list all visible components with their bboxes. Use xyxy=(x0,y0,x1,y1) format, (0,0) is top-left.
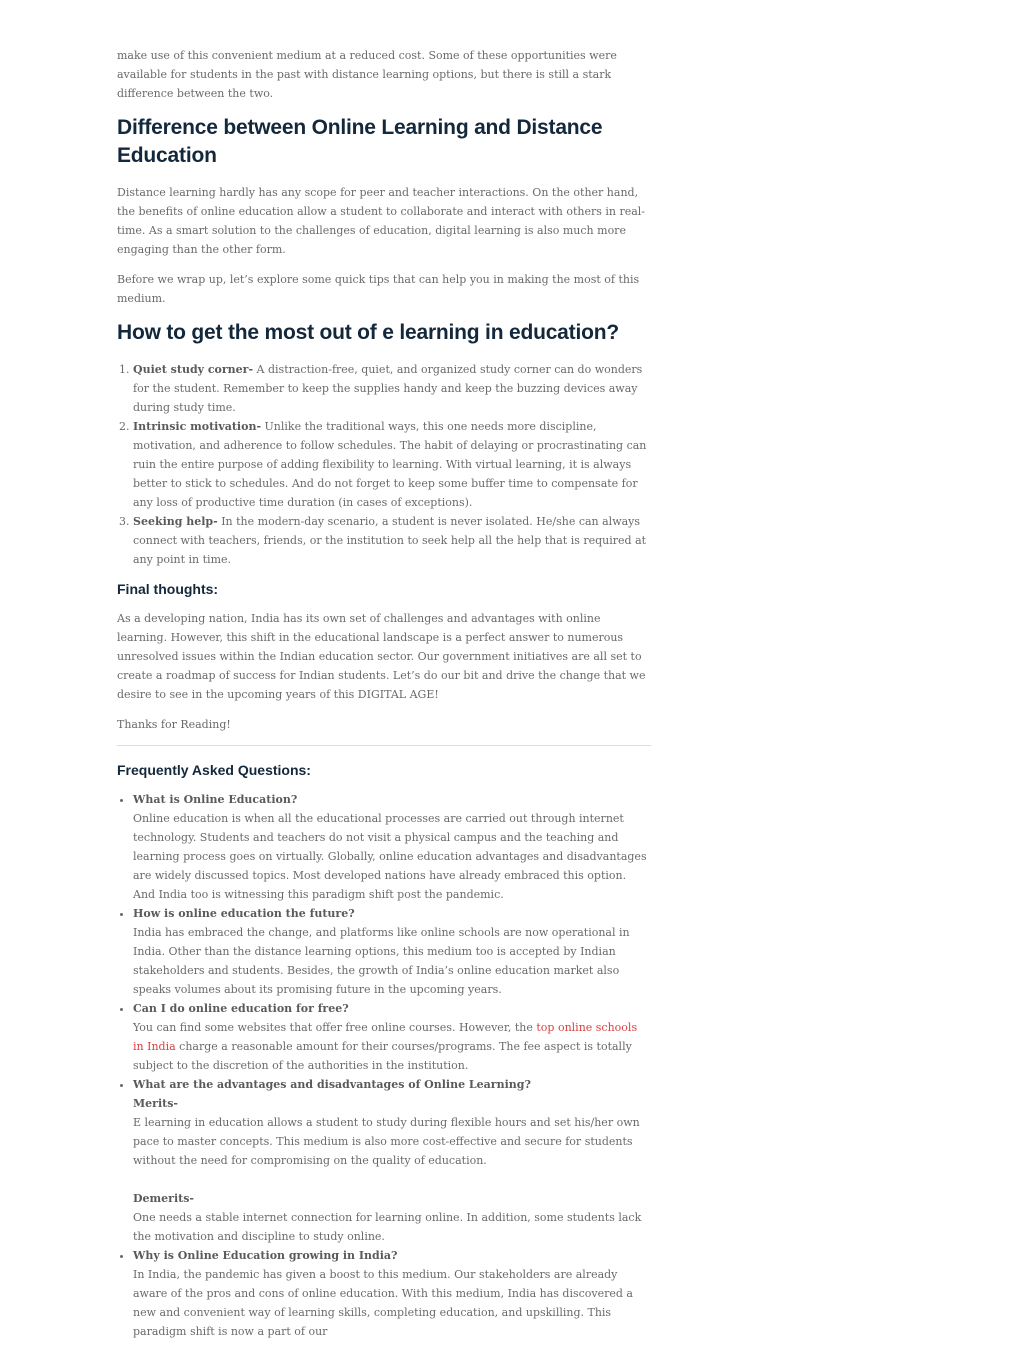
spacer xyxy=(133,1170,651,1189)
faq-answer: India has embraced the change, and platforms like online schools are now operational in India. Other than the distance learning options, this medium too is accepted by Indian stakeholders and students. Besides, the growth of India’s online education market also speaks volumes about its promising future in the upcoming years. xyxy=(133,926,630,996)
tips-heading: How to get the most out of e learning in education? xyxy=(117,321,619,344)
faq-answer: Online education is when all the educational processes are carried out through internet technology. Students and teachers do not visit a physical campus and the teaching and learning process goes on virtually. Globally, online education advantages and disadvantages are widely discussed topics. Most developed nations have already embraced this option. And India too is witnessing this paradigm shift post the pandemic. xyxy=(133,812,647,901)
faq-item xyxy=(133,904,651,999)
faq-list xyxy=(117,790,651,1341)
thanks-text: Thanks for Reading! xyxy=(117,718,231,731)
faq-answer-end: charge a reasonable amount for their courses/programs. The fee aspect is totally subject to the discretion of the authorities in the institution. xyxy=(133,1040,632,1072)
tip-item xyxy=(133,360,651,417)
faq-question: • How is online education the future? xyxy=(133,907,355,920)
tip-text: In the modern-day scenario, a student is never isolated. He/she can always connect with teachers, friends, or the institution to seek help all the help that is required at any point in time. xyxy=(133,515,647,566)
wrap-up-paragraph: Before we wrap up, let’s explore some quick tips that can help you in making the most of this medium. xyxy=(117,273,640,305)
faq-answer: In India, the pandemic has given a boost to this medium. Our stakeholders are already aware of the pros and cons of online education. With this medium, India has discovered a new and convenient way of learning skills, completing education, and upskilling. This paradigm shift is now a part of our xyxy=(133,1268,633,1338)
faq-item xyxy=(133,1246,651,1341)
intro-paragraph: make use of this convenient medium at a reduced cost. Some of these opportunities were available for students in the past with distance learning options, but there is still a stark difference between the two. xyxy=(117,49,617,100)
top-online-schools-link[interactable]: top online schools in India xyxy=(133,1021,638,1053)
difference-heading: Difference between Online Learning and Distance Education xyxy=(117,116,603,167)
tips-list xyxy=(117,360,651,569)
tip-item xyxy=(133,417,651,512)
faq-heading: Frequently Asked Questions: xyxy=(117,762,311,778)
faq-question: • Why is Online Education growing in India? xyxy=(133,1249,398,1262)
faq-item xyxy=(133,1075,651,1246)
final-thoughts-heading: Final thoughts: xyxy=(117,581,219,597)
tip-title: Seeking help- xyxy=(133,515,218,528)
faq-question: • What is Online Education? xyxy=(133,793,298,806)
tip-text: Unlike the traditional ways, this one needs more discipline, motivation, and adherence to follow schedules. The habit of delaying or procrastinating can ruin the entire purpose of adding flexibility to learning. With virtual learning, it is always better to stick to schedules. And do not forget to keep some buffer time to compensate for any loss of productive time duration (in cases of exceptions). xyxy=(133,420,647,509)
merits-label: Merits- xyxy=(133,1097,178,1110)
faq-question: • Can I do online education for free? xyxy=(133,1002,349,1015)
merits-text: E learning in education allows a student to study during flexible hours and set his/her own pace to master concepts. This medium is also more cost-effective and secure for students without the need for compromising on the quality of education. xyxy=(133,1116,640,1167)
faq-item xyxy=(133,999,651,1075)
faq-question: • What are the advantages and disadvantages of Online Learning? xyxy=(133,1078,531,1091)
section-divider xyxy=(117,745,651,746)
tip-title: Intrinsic motivation- xyxy=(133,420,262,433)
demerits-label: Demerits- xyxy=(133,1192,194,1205)
tip-item xyxy=(133,512,651,569)
tip-text: A distraction-free, quiet, and organized study corner can do wonders for the student. Remember to keep the supplies handy and keep the buzzing devices away during study time. xyxy=(133,363,643,414)
tip-title: Quiet study corner- xyxy=(133,363,254,376)
article-body xyxy=(117,46,651,1351)
demerits-text: One needs a stable internet connection for learning online. In addition, some students lack the motivation and discipline to study online. xyxy=(133,1211,642,1243)
faq-answer-start: You can find some websites that offer free online courses. However, the xyxy=(133,1021,537,1034)
final-thoughts-paragraph: As a developing nation, India has its own set of challenges and advantages with online learning. However, this shift in the educational landscape is a perfect answer to numerous unresolved issues within the Indian education sector. Our government initiatives are all set to create a roadmap of success for Indian students. Let’s do our bit and drive the change that we desire to see in the upcoming years of this DIGITAL AGE! xyxy=(117,612,646,701)
difference-paragraph: Distance learning hardly has any scope for peer and teacher interactions. On the other hand, the benefits of online education allow a student to collaborate and interact with others in real-time. As a smart solution to the challenges of education, digital learning is also much more engaging than the other form. xyxy=(117,186,646,256)
faq-item xyxy=(133,790,651,904)
